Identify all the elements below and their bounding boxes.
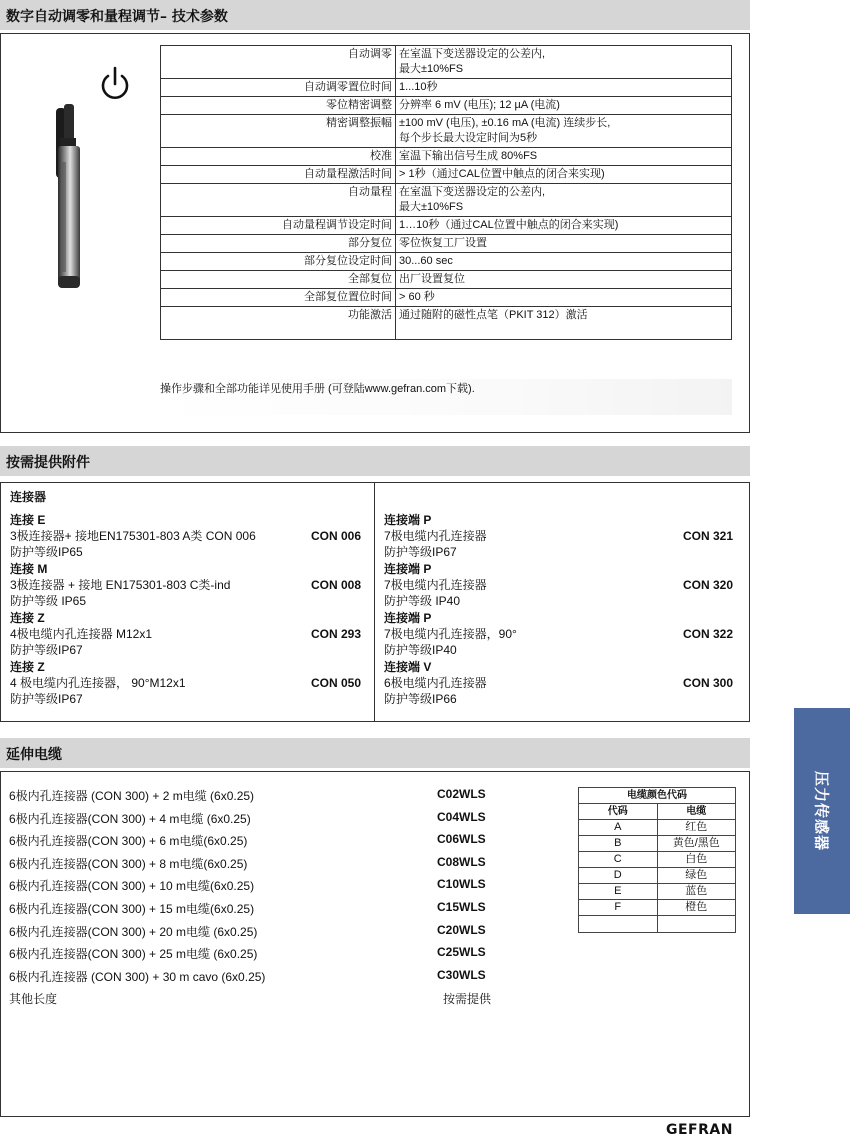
connector-protection: 防护等级IP40 bbox=[384, 643, 457, 657]
connector-code: CON 008 bbox=[311, 578, 362, 592]
connector-name: 连接 M bbox=[10, 562, 48, 576]
spec-value-line: > 60 秒 bbox=[399, 291, 435, 303]
power-icon bbox=[98, 64, 132, 104]
side-category-tab[interactable] bbox=[794, 708, 850, 914]
connector-code: CON 322 bbox=[683, 627, 734, 641]
spec-value-line: 1…10秒（通过CAL位置中触点的闭合来实现) bbox=[399, 219, 619, 231]
color-name: 橙色 bbox=[657, 900, 736, 916]
connector-code: CON 300 bbox=[683, 676, 734, 690]
spec-label: 部分复位设定时间 bbox=[161, 253, 396, 271]
spec-value bbox=[396, 148, 732, 166]
spec-value-line: 室温下输出信号生成 80%FS bbox=[399, 150, 538, 162]
spec-row bbox=[161, 271, 732, 289]
spec-row bbox=[161, 253, 732, 271]
color-table-title: 电缆颜色代码 bbox=[579, 788, 736, 804]
spec-value-line: > 1秒（通过CAL位置中触点的闭合来实现) bbox=[399, 168, 605, 180]
spec-row bbox=[161, 46, 732, 79]
accessories-left-column bbox=[1, 483, 374, 721]
cable-row bbox=[9, 923, 509, 945]
spec-value-line: 出厂设置复位 bbox=[399, 273, 465, 285]
spec-value bbox=[396, 235, 732, 253]
connector-item bbox=[384, 610, 744, 658]
spec-value-line: ±100 mV (电压), ±0.16 mA (电流) 连续步长, bbox=[399, 117, 611, 129]
color-row bbox=[579, 820, 736, 836]
spec-value bbox=[396, 79, 732, 97]
color-code: B bbox=[579, 836, 658, 852]
cable-description: 6极内孔连接器 (CON 300) + 2 m电缆 (6x0.25) bbox=[9, 789, 255, 803]
spec-value-line: 零位恢复工厂设置 bbox=[399, 237, 487, 249]
spec-label: 精密调整振幅 bbox=[161, 115, 396, 148]
cable-code: C10WLS bbox=[437, 877, 486, 892]
spec-value bbox=[396, 217, 732, 235]
spec-label: 全部复位置位时间 bbox=[161, 289, 396, 307]
connector-description: 7极电缆内孔连接器，90° bbox=[384, 627, 517, 641]
spec-row bbox=[161, 166, 732, 184]
spec-label: 部分复位 bbox=[161, 235, 396, 253]
connector-name: 连接 Z bbox=[10, 660, 45, 674]
connector-code: CON 321 bbox=[683, 529, 734, 543]
cable-code: C08WLS bbox=[437, 854, 486, 869]
spec-value bbox=[396, 289, 732, 307]
connector-protection: 防护等级IP66 bbox=[384, 692, 457, 706]
section-bar-tech-params bbox=[0, 0, 750, 30]
color-code: C bbox=[579, 852, 658, 868]
spec-value-line: 每个步长最大设定时间为5秒 bbox=[399, 132, 538, 144]
color-name: 白色 bbox=[657, 852, 736, 868]
cable-row bbox=[9, 877, 509, 899]
side-tab-label: 压力传感器 bbox=[812, 770, 831, 852]
spec-label: 自动量程 bbox=[161, 184, 396, 217]
connector-protection: 防护等级 IP40 bbox=[384, 594, 461, 608]
spec-row bbox=[161, 289, 732, 307]
spec-value-line: 在室温下变送器设定的公差内, bbox=[399, 48, 546, 60]
spec-value bbox=[396, 97, 732, 115]
connector-item bbox=[384, 561, 744, 609]
color-table-col-cable: 电缆 bbox=[657, 804, 736, 820]
cable-row bbox=[9, 810, 509, 832]
connector-item bbox=[384, 659, 744, 707]
cable-row bbox=[9, 990, 509, 1012]
color-table-col-code: 代码 bbox=[579, 804, 658, 820]
connector-protection: 防护等级 IP65 bbox=[10, 594, 87, 608]
connector-protection: 防护等级IP65 bbox=[10, 545, 83, 559]
spec-row bbox=[161, 148, 732, 166]
spec-row bbox=[161, 97, 732, 115]
connector-description: 3极连接器+ 接地EN175301-803 A类 CON 006 bbox=[10, 529, 256, 543]
connector-description: 7极电缆内孔连接器 bbox=[384, 578, 487, 592]
connector-description: 4极电缆内孔连接器 M12x1 bbox=[10, 627, 153, 641]
section-title: 数字自动调零和量程调节– 技术参数 bbox=[6, 9, 228, 25]
color-name: 绿色 bbox=[657, 868, 736, 884]
color-code: F bbox=[579, 900, 658, 916]
connector-item bbox=[10, 610, 370, 658]
gefran-logo: GEFRAN bbox=[666, 1122, 733, 1138]
cable-code: C30WLS bbox=[437, 967, 486, 982]
cable-code: C02WLS bbox=[437, 787, 486, 801]
color-row bbox=[579, 836, 736, 852]
connector-code: CON 293 bbox=[311, 627, 362, 641]
spec-value bbox=[396, 307, 732, 340]
connector-description: 7极电缆内孔连接器 bbox=[384, 529, 487, 543]
spec-value-line: 通过随附的磁性点笔（PKIT 312）激活 bbox=[399, 309, 588, 321]
cable-row bbox=[9, 832, 509, 854]
spec-label: 功能激活 bbox=[161, 307, 396, 340]
connector-name: 连接端 V bbox=[384, 660, 432, 674]
cable-description: 6极内孔连接器(CON 300) + 4 m电缆 (6x0.25) bbox=[9, 811, 251, 826]
spec-value-line: 最大±10%FS bbox=[399, 63, 464, 75]
spec-value-line: 最大±10%FS bbox=[399, 201, 464, 213]
connector-description: 4 极电缆内孔连接器， 90°M12x1 bbox=[10, 676, 186, 690]
color-code: E bbox=[579, 884, 658, 900]
section-bar-cables bbox=[0, 738, 750, 768]
connector-item bbox=[10, 659, 370, 707]
manual-note-text: 操作步骤和全部功能详见使用手册 (可登陆www.gefran.com下载). bbox=[160, 383, 475, 395]
connectors-heading: 连接器 bbox=[10, 490, 47, 504]
cable-code: 按需提供 bbox=[443, 992, 492, 1007]
section-title: 延伸电缆 bbox=[6, 747, 62, 763]
spec-label: 自动调零 bbox=[161, 46, 396, 79]
cable-color-table bbox=[578, 787, 736, 933]
connector-protection: 防护等级IP67 bbox=[10, 692, 83, 706]
spec-table bbox=[160, 45, 732, 340]
cable-description: 6极内孔连接器(CON 300) + 6 m电缆(6x0.25) bbox=[9, 834, 248, 849]
cable-description: 6极内孔连接器(CON 300) + 15 m电缆(6x0.25) bbox=[9, 902, 255, 916]
connector-name: 连接端 P bbox=[384, 611, 432, 625]
connector-protection: 防护等级IP67 bbox=[384, 545, 457, 559]
spec-label: 全部复位 bbox=[161, 271, 396, 289]
spec-label: 零位精密调整 bbox=[161, 97, 396, 115]
color-row bbox=[579, 900, 736, 916]
spec-value-line: 1...10秒 bbox=[399, 81, 438, 93]
spec-value-line: 30...60 sec bbox=[399, 255, 453, 267]
cable-code: C15WLS bbox=[437, 900, 486, 914]
cable-code: C25WLS bbox=[437, 945, 486, 960]
spec-value bbox=[396, 271, 732, 289]
spec-label: 校准 bbox=[161, 148, 396, 166]
spec-value bbox=[396, 115, 732, 148]
sensor-stick-image bbox=[46, 102, 90, 290]
color-row bbox=[579, 868, 736, 884]
connector-code: CON 320 bbox=[683, 578, 734, 592]
section-bar-accessories bbox=[0, 446, 750, 476]
cable-row bbox=[9, 945, 509, 967]
cable-description: 6极内孔连接器(CON 300) + 20 m电缆 (6x0.25) bbox=[9, 924, 258, 939]
spec-value-line: 分辨率 6 mV (电压); 12 µA (电流) bbox=[399, 99, 560, 111]
accessories-box bbox=[0, 482, 750, 722]
spec-value bbox=[396, 184, 732, 217]
cable-row bbox=[9, 968, 509, 990]
spec-row bbox=[161, 235, 732, 253]
connector-name: 连接 Z bbox=[10, 611, 45, 625]
cable-code: C20WLS bbox=[437, 922, 486, 937]
spec-row bbox=[161, 115, 732, 148]
connector-item bbox=[384, 512, 744, 560]
cable-description: 6极内孔连接器 (CON 300) + 30 m cavo (6x0.25) bbox=[9, 969, 266, 984]
spec-value-line bbox=[399, 323, 728, 338]
connector-name: 连接端 P bbox=[384, 513, 432, 527]
spec-value bbox=[396, 46, 732, 79]
color-row bbox=[579, 884, 736, 900]
manual-note bbox=[160, 379, 732, 415]
spec-row bbox=[161, 79, 732, 97]
color-row bbox=[579, 852, 736, 868]
color-code: A bbox=[579, 820, 658, 836]
spec-label: 自动调零置位时间 bbox=[161, 79, 396, 97]
spec-value-line: 在室温下变送器设定的公差内, bbox=[399, 186, 546, 198]
spec-value bbox=[396, 166, 732, 184]
connector-name: 连接端 P bbox=[384, 562, 432, 576]
connector-code: CON 006 bbox=[311, 529, 362, 543]
connector-protection: 防护等级IP67 bbox=[10, 643, 83, 657]
color-name: 红色 bbox=[657, 820, 736, 836]
spec-row bbox=[161, 217, 732, 235]
cable-description: 6极内孔连接器(CON 300) + 25 m电缆 (6x0.25) bbox=[9, 947, 258, 962]
spec-label: 自动量程激活时间 bbox=[161, 166, 396, 184]
section-title: 按需提供附件 bbox=[6, 455, 90, 471]
cable-row bbox=[9, 787, 509, 809]
spec-row bbox=[161, 307, 732, 340]
connector-item bbox=[10, 512, 370, 560]
cable-description: 6极内孔连接器(CON 300) + 10 m电缆(6x0.25) bbox=[9, 879, 255, 894]
cable-row bbox=[9, 900, 509, 922]
spec-row bbox=[161, 184, 732, 217]
cable-row bbox=[9, 855, 509, 877]
cable-description: 其他长度 bbox=[9, 992, 58, 1007]
connector-name: 连接 E bbox=[10, 513, 46, 527]
connector-description: 6极电缆内孔连接器 bbox=[384, 676, 487, 690]
connector-code: CON 050 bbox=[311, 676, 362, 690]
cable-description: 6极内孔连接器(CON 300) + 8 m电缆(6x0.25) bbox=[9, 856, 248, 871]
accessories-right-column bbox=[375, 483, 749, 721]
connector-description: 3极连接器 + 接地 EN175301-803 C类-ind bbox=[10, 578, 231, 592]
connector-item bbox=[10, 561, 370, 609]
color-name: 蓝色 bbox=[657, 884, 736, 900]
spec-label: 自动量程调节设定时间 bbox=[161, 217, 396, 235]
cable-code: C06WLS bbox=[437, 832, 486, 847]
cable-code: C04WLS bbox=[437, 809, 486, 824]
spec-value bbox=[396, 253, 732, 271]
color-code: D bbox=[579, 868, 658, 884]
color-name: 黄色/黑色 bbox=[657, 836, 736, 852]
